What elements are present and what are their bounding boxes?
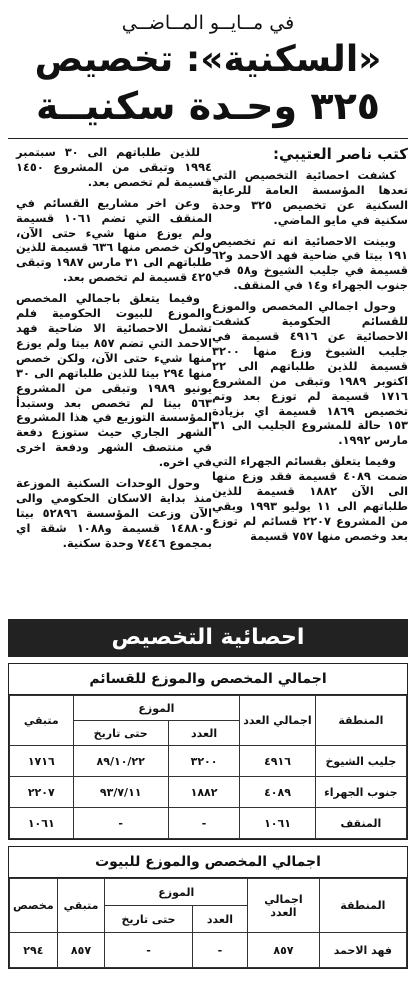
paragraph: وحول الوحدات السكنية الموزعة منذ بداية الاسكان الحكومي والى الآن وزعت المؤسسة ٥٢٨٩٦ بيتا و١٤٨٨٠ قسيمة و١٠٨٨ شقة اي بمجموع ٧٤٤٦ وحدة سكنية. — [16, 476, 212, 550]
cell-remaining: ١٠٦١ — [10, 808, 74, 839]
byline: كتب ناصر العتيبي: — [272, 145, 408, 163]
table-row — [10, 808, 407, 839]
table-row — [10, 777, 407, 808]
houses-table — [9, 878, 407, 968]
cell-count: - — [168, 808, 239, 839]
col-header-allocated: مخصص — [10, 879, 58, 933]
cell-total: ٤٩١٦ — [240, 746, 315, 777]
cell-region: فهد الاحمد — [319, 933, 406, 968]
cell-count: ١٨٨٢ — [168, 777, 239, 808]
col-header-count: العدد — [168, 721, 239, 746]
stats-banner: احصائية التخصيص — [8, 619, 408, 657]
cell-date: - — [73, 808, 168, 839]
cell-remaining: ٢٢٠٧ — [10, 777, 74, 808]
paragraph: كشفت احصائية التخصيص التي تعدها المؤسسة العامة للرعاية السكنية عن تخصيص ٣٢٥ وحدة سكنية في مايو الماضي. — [212, 167, 409, 227]
cell-region: جنوب الجهراء — [315, 777, 406, 808]
paragraph: وبينت الاحصائية انه تم تخصيص ١٩١ بيتا في ضاحية فهد الاحمد و٦٢ قسيمة في جليب الشيوخ و٥٨ في جنوب الجهراء و١٤ في المنقف. — [212, 233, 408, 293]
col-header-total: اجمالي العدد — [248, 879, 319, 933]
plots-table-box — [8, 663, 408, 840]
col-header-count: العدد — [192, 906, 248, 933]
article-column-left — [16, 145, 212, 617]
cell-total: ٤٠٨٩ — [240, 777, 315, 808]
cell-region: جليب الشيوخ — [315, 746, 406, 777]
headline-line-2: ٣٢٥ وحـدة سكنيــة — [36, 84, 380, 128]
col-header-remaining: متبقي — [57, 879, 105, 933]
cell-date: ٨٩/١٠/٢٢ — [73, 746, 168, 777]
cell-date: - — [105, 933, 192, 968]
article-column-right — [212, 145, 408, 617]
houses-table-box — [8, 846, 408, 969]
cell-remaining: ٨٥٧ — [57, 933, 105, 968]
col-header-distributed: الموزع — [105, 879, 248, 906]
table-row — [10, 746, 407, 777]
kicker: في مــايــو المــاضــي — [121, 12, 295, 34]
houses-table-title: اجمالي المخصص والموزع للبيوت — [9, 847, 407, 878]
cell-count: - — [192, 933, 248, 968]
paragraph: وعن اخر مشاريع القسائم في المنقف التي تضم ١٠٦١ قسيمة ولم يوزع منها شيء حتى الآن، ولكن خصص منها ٦٣٦ قسيمة للذين طلباتهم الى ٣١ مارس ١٩٨٧ وتبقى ٤٢٥ قسيمة لم تخصص بعد. — [16, 195, 213, 285]
cell-date: ٩٣/٧/١١ — [73, 777, 168, 808]
paragraph: وفيما يتعلق باجمالي المخصص والموزع للبيوت الحكومية فلم تشمل الاحصائية الا ضاحية فهد الاحمد التي تضم ٨٥٧ بيتا ولم يوزع منها شيء حتى الآن، ولكن خصص منها ٢٩٤ بيتا للذين طلباتهم الى ٣٠ يونيو ١٩٨٩ وتبقى من المشروع ٥٦٣ بيتا لم تخصص بعد وستبدأ المؤسسة التوزيع في هذا المشروع الشهر الجاري حيث ستوزع دفعة في منتصف الشهر ودفعة اخرى في اخره. — [16, 291, 212, 470]
paragraph: وفيما يتعلق بقسائم الجهراء التي ضمت ٤٠٨٩ قسيمة فقد وزع منها الى الآن ١٨٨٢ قسيمة للذين طلباتهم الى ١١ يوليو ١٩٩٣ وبقي من المشروع ٢٢٠٧ قسائم لم توزع بعد وخصص منها ٧٥٧ قسيمة — [212, 454, 409, 543]
headline-line-1: «السكنية»: تخصيص — [34, 39, 382, 80]
paragraph: للذين طلباتهم الى ٣٠ سبتمبر ١٩٩٤ وتبقى من المشروع ١٤٥٠ قسيمة لم تخصص بعد. — [16, 145, 212, 189]
cell-region: المنقف — [315, 808, 406, 839]
plots-table-title: اجمالي المخصص والموزع للقسائم — [9, 664, 407, 695]
cell-total: ١٠٦١ — [240, 808, 315, 839]
col-header-distributed: الموزع — [73, 696, 240, 721]
cell-allocated: ٢٩٤ — [10, 933, 58, 968]
article-body — [8, 138, 408, 617]
table-row — [10, 933, 407, 968]
cell-total: ٨٥٧ — [248, 933, 319, 968]
col-header-remaining: متبقي — [10, 696, 74, 746]
cell-count: ٣٢٠٠ — [168, 746, 239, 777]
col-header-region: المنطقة — [315, 696, 406, 746]
col-header-region: المنطقة — [319, 879, 406, 933]
col-header-until-date: حتى تاريخ — [73, 721, 168, 746]
paragraph: وحول اجمالي المخصص والموزع للقسائم الحكومية كشفت الاحصائية عن ٤٩١٦ قسيمة في جليب الشيوخ وزع منها ٣٢٠٠ قسيمة للذين طلباتهم الى ٢٢ اكتوبر ١٩٨٩ وتبقى من المشروع ١٧١٦ قسيمة لم توزع بعد وتم تخصيص ١٨٦٩ قسيمة اي بزيادة ١٥٣ حالة للمشروع الجليب الى ٣١ مارس ١٩٩٢. — [212, 299, 408, 448]
plots-table — [9, 695, 407, 839]
cell-remaining: ١٧١٦ — [10, 746, 74, 777]
col-header-until-date: حتى تاريخ — [105, 906, 192, 933]
col-header-total: اجمالي العدد — [240, 696, 315, 746]
